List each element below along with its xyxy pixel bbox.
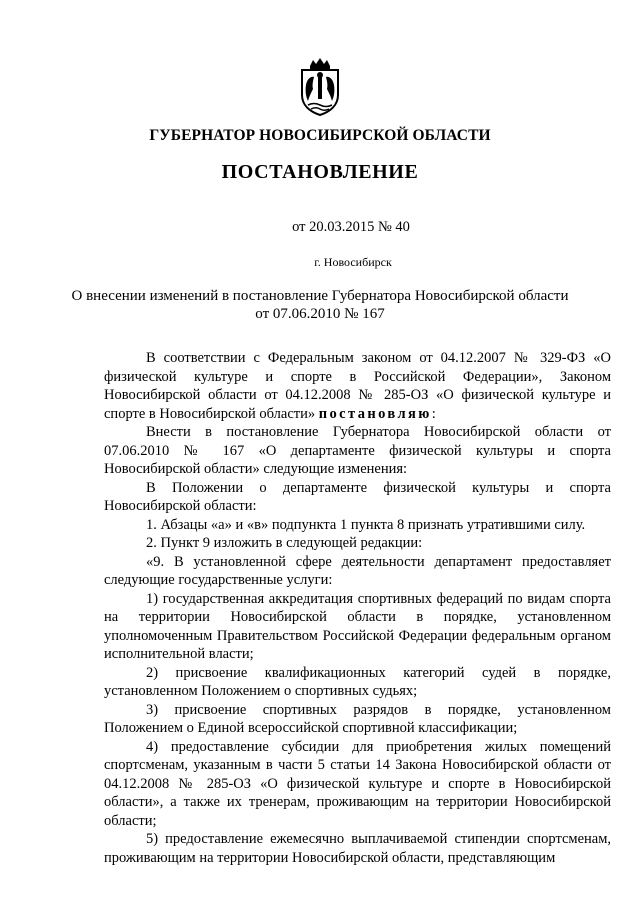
document-city: г. Новосибирск — [314, 255, 392, 269]
service-1-paragraph: 1) государственная аккредитация спортивных федераций по видам спорта на территории Новосибирской области в порядке, установленном уполномоченным Правительством Российской Федерации федеральным органом исполнительной власти; — [104, 590, 611, 662]
subject-line-2: от 07.06.2010 № 167 — [255, 306, 385, 322]
item-2-paragraph: 2. Пункт 9 изложить в следующей редакции: — [146, 535, 423, 551]
intro-paragraph: Внести в постановление Губернатора Новосибирской области от 07.06.2010 № 167 «О департаменте физической культуры и спорта Новосибирской области» следующие изменения: — [104, 424, 611, 477]
service-3-paragraph: 3) присвоение спортивных разрядов в порядке, установленном Положением о Единой всероссийской спортивной классификации; — [104, 701, 611, 736]
document-subject — [60, 287, 580, 323]
preamble-text: В соответствии с Федеральным законом от 04.12.2007 № 329-ФЗ «О физической культуре и спорте в Российской Федерации», Законом Новосибирской области от 04.12.2008 № 285-ОЗ «О физической культуре и спорте в Новосибирской области» — [104, 350, 611, 422]
service-5-paragraph: 5) предоставление ежемесячно выплачиваемой стипендии спортсменам, проживающим на территории Новосибирской области, представляющим — [104, 831, 611, 866]
preamble-paragraph — [104, 349, 611, 423]
item-9-paragraph: «9. В установленной сфере деятельности департамент предоставляет следующие государственные услуги: — [104, 553, 611, 588]
coat-of-arms-icon — [296, 57, 344, 117]
service-2-paragraph: 2) присвоение квалификационных категорий судей в порядке, установленном Положением о спортивных судьях; — [104, 664, 611, 699]
item-1-paragraph: 1. Абзацы «а» и «в» подпункта 1 пункта 8 признать утратившими силу. — [146, 516, 586, 533]
service-4-paragraph: 4) предоставление субсидии для приобретения жилых помещений спортсменам, указанным в части 5 статьи 14 Закона Новосибирской области от 04.12.2008 № 285-ОЗ «О физической культуре и спорте в Новосибирской области», а также их тренерам, проживающим на территории Новосибирской области; — [104, 738, 611, 829]
org-title: ГУБЕРНАТОР НОВОСИБИРСКОЙ ОБЛАСТИ — [149, 127, 491, 144]
document-type: ПОСТАНОВЛЕНИЕ — [221, 161, 419, 183]
subject-line-1: О внесении изменений в постановление Губернатора Новосибирской области — [71, 288, 569, 304]
document-body — [104, 349, 611, 867]
document-date-number: от 20.03.2015 № 40 — [292, 219, 410, 235]
resolve-colon: : — [431, 405, 436, 422]
resolve-word: постановляю — [318, 405, 432, 422]
regulation-paragraph: В Положении о департаменте физической культуры и спорта Новосибирской области: — [104, 479, 611, 514]
